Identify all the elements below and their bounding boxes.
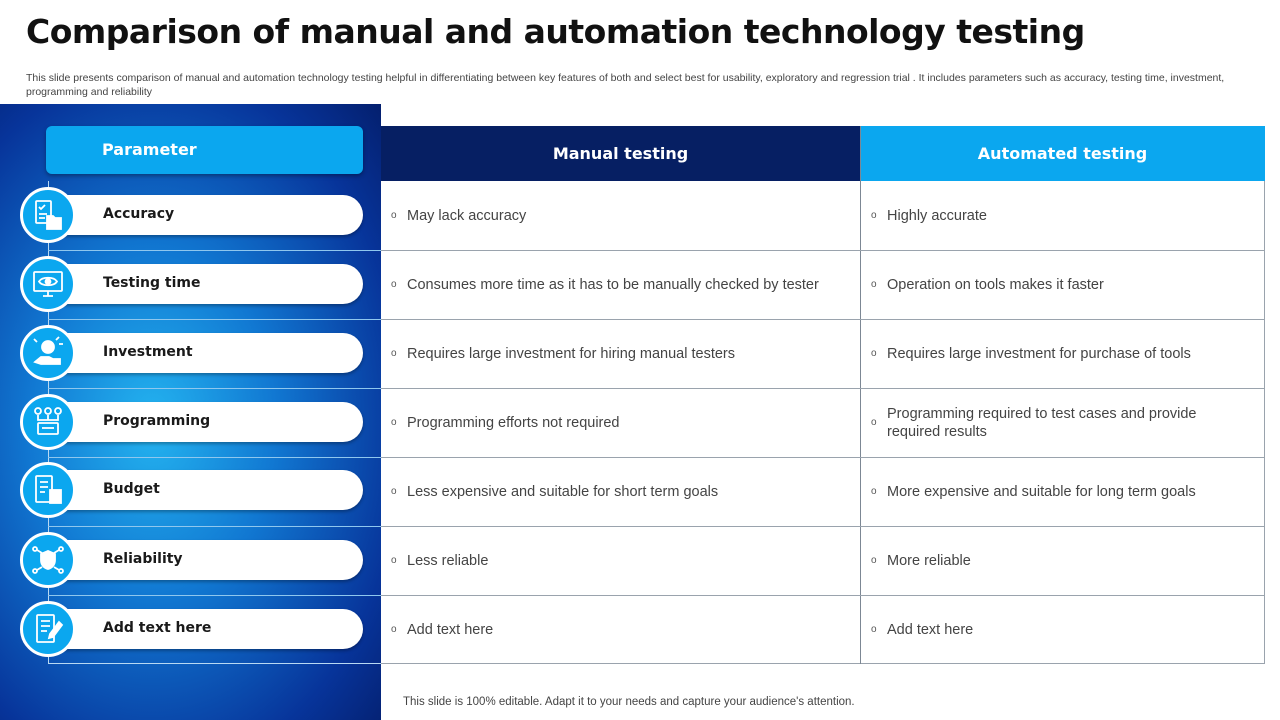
bullet-marker: o bbox=[391, 209, 397, 221]
manual-cell bbox=[389, 388, 859, 457]
bullet-marker: o bbox=[871, 623, 877, 635]
bullet-marker: o bbox=[391, 554, 397, 566]
parameter-reliability: Reliability bbox=[48, 540, 363, 580]
left-divider bbox=[48, 319, 381, 320]
left-divider bbox=[48, 457, 381, 458]
automated-cell bbox=[869, 595, 1264, 664]
bullet-marker: o bbox=[391, 347, 397, 359]
document-pen-icon bbox=[20, 601, 76, 657]
automated-cell bbox=[869, 250, 1264, 319]
left-divider bbox=[48, 595, 381, 596]
cell-text: Requires large investment for purchase of tools bbox=[887, 345, 1191, 362]
cell-text: Requires large investment for hiring manual testers bbox=[407, 345, 736, 362]
left-divider bbox=[48, 388, 381, 389]
parameter-investment: Investment bbox=[48, 333, 363, 373]
parameter-accuracy: Accuracy bbox=[48, 195, 363, 235]
cell-text: Operation on tools makes it faster bbox=[887, 276, 1104, 293]
cell-text: Add text here bbox=[407, 621, 494, 638]
bullet-marker: o bbox=[391, 278, 397, 290]
automated-cell bbox=[869, 319, 1264, 388]
cell-text: Consumes more time as it has to be manually checked by tester bbox=[407, 276, 819, 293]
cell-text: Less reliable bbox=[407, 552, 489, 569]
bullet-marker: o bbox=[391, 416, 397, 428]
cell-text: May lack accuracy bbox=[407, 207, 527, 224]
manual-cell bbox=[389, 250, 859, 319]
cell-text: Add text here bbox=[887, 621, 974, 638]
footer-note: This slide is 100% editable. Adapt it to your needs and capture your audience's attention. bbox=[403, 696, 855, 708]
bullet-marker: o bbox=[871, 485, 877, 497]
manual-cell bbox=[389, 319, 859, 388]
automated-testing-header: Automated testing bbox=[860, 126, 1265, 181]
automated-cell bbox=[869, 526, 1264, 595]
manual-testing-header: Manual testing bbox=[381, 126, 860, 181]
manual-cell bbox=[389, 595, 859, 664]
automated-cell bbox=[869, 457, 1264, 526]
parameter-budget: Budget bbox=[48, 470, 363, 510]
manual-cell bbox=[389, 526, 859, 595]
manual-cell bbox=[389, 457, 859, 526]
page-title: Comparison of manual and automation technology testing bbox=[26, 12, 1085, 51]
column-divider bbox=[860, 126, 861, 664]
left-divider bbox=[48, 526, 381, 527]
bullet-marker: o bbox=[871, 278, 877, 290]
cell-text: Less expensive and suitable for short term goals bbox=[407, 483, 719, 500]
cell-text: More expensive and suitable for long term goals bbox=[887, 483, 1196, 500]
automated-cell bbox=[869, 181, 1264, 250]
manual-cell bbox=[389, 181, 859, 250]
cell-text: Programming efforts not required bbox=[407, 414, 620, 431]
monitor-eye-icon bbox=[20, 256, 76, 312]
bullet-marker: o bbox=[391, 623, 397, 635]
bullet-marker: o bbox=[391, 485, 397, 497]
bullet-marker: o bbox=[871, 554, 877, 566]
automated-cell bbox=[869, 388, 1264, 457]
budget-sheet-icon bbox=[20, 462, 76, 518]
parameter-add-text: Add text here bbox=[48, 609, 363, 649]
bullet-marker: o bbox=[871, 416, 877, 428]
parameter-testing-time: Testing time bbox=[48, 264, 363, 304]
parameter-programming: Programming bbox=[48, 402, 363, 442]
bullet-marker: o bbox=[871, 347, 877, 359]
bullet-marker: o bbox=[871, 209, 877, 221]
cell-text: Programming required to test cases and provide required results bbox=[887, 405, 1197, 440]
checklist-folder-icon bbox=[20, 187, 76, 243]
parameter-header: Parameter bbox=[46, 126, 363, 174]
left-divider bbox=[48, 250, 381, 251]
page-subtitle: This slide presents comparison of manual and automation technology testing helpful in differentiating between key features of both and select best for usability, exploratory and regression trial . It includes parameters such as accuracy, testing time, investment, programming and reliability bbox=[26, 72, 1225, 98]
cell-text: More reliable bbox=[887, 552, 971, 569]
cell-text: Highly accurate bbox=[887, 207, 987, 224]
network-shield-icon bbox=[20, 532, 76, 588]
team-computer-icon bbox=[20, 394, 76, 450]
money-hand-icon bbox=[20, 325, 76, 381]
